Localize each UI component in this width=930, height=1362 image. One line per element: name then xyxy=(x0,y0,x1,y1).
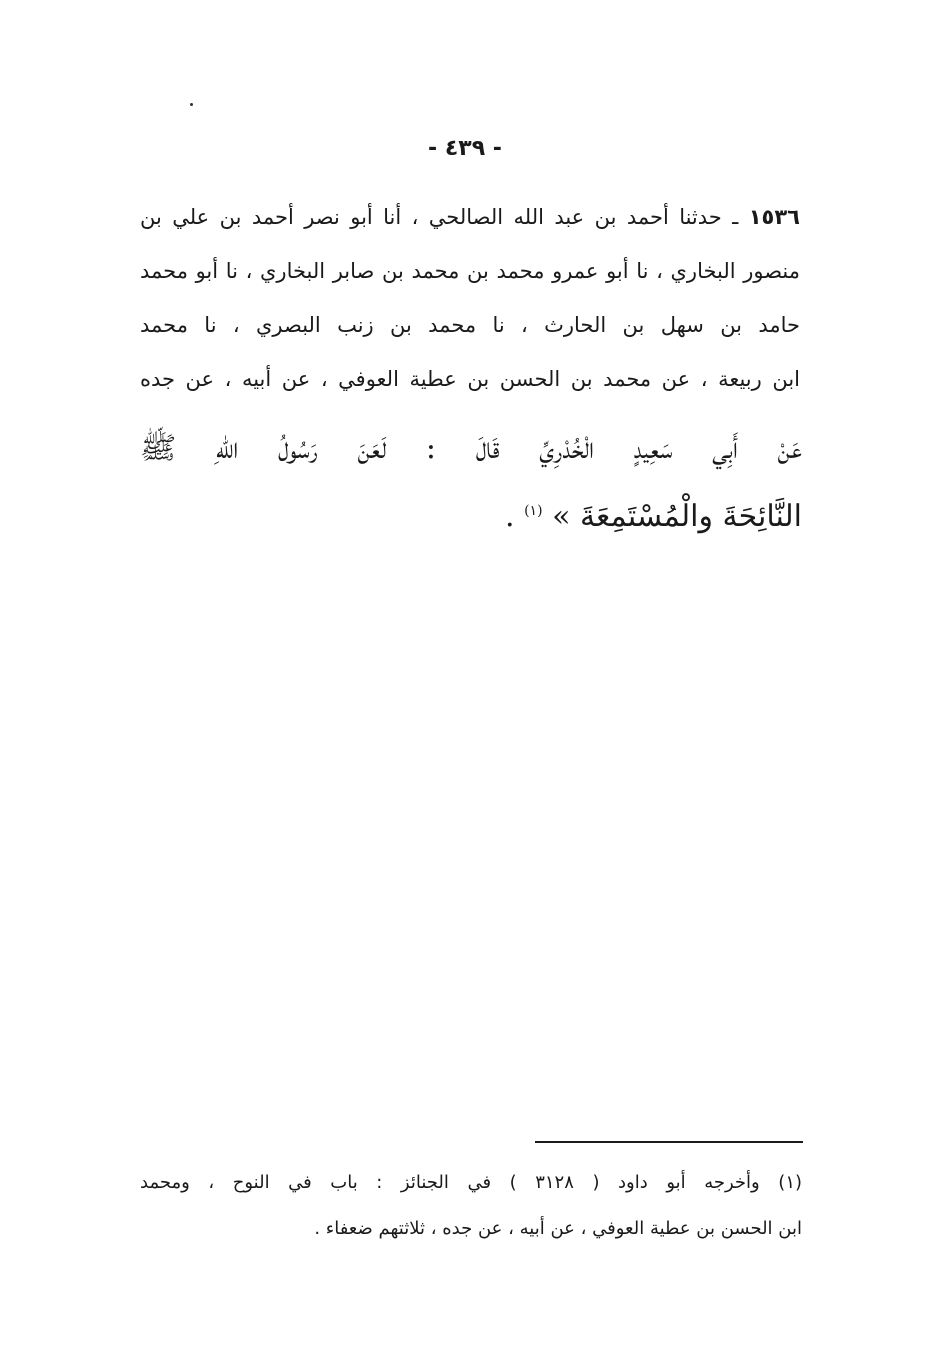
isnad-line-3: حامد بن سهل بن الحارث ، نا محمد بن زنب البصري ، نا محمد xyxy=(140,313,800,337)
matn-end-mark: . xyxy=(504,499,515,534)
footnote-separator xyxy=(535,1141,803,1143)
matn-line-2 xyxy=(140,480,802,542)
footnote xyxy=(140,1160,802,1252)
matn-line-1: عَنْ أَبِي سَعِيدٍ الْخُدْرِيِّ قَالَ : لَعَنَ رَسُولُ اللهِ ﷺ xyxy=(140,431,802,466)
isnad-line-1-text: ـ حدثنا أحمد بن عبد الله الصالحي ، أنا أبو نصر أحمد بن علي بن xyxy=(140,205,749,229)
footnote-reference: (١) xyxy=(524,503,543,519)
hadith-number: ١٥٣٦ xyxy=(748,205,800,229)
matn-line-2-text: النَّائِحَةَ والْمُسْتَمِعَةَ » xyxy=(552,499,802,534)
hadith-isnad xyxy=(140,190,800,406)
footnote-line-2: ابن الحسن بن عطية العوفي ، عن أبيه ، عن جده ، ثلاثتهم ضعفاء . xyxy=(314,1218,802,1239)
footnote-line-1: (١) وأخرجه أبو داود ( ٣١٢٨ ) في الجنائز : باب في النوح ، ومحمد xyxy=(140,1172,803,1193)
isnad-line-2: منصور البخاري ، نا أبو عمرو محمد بن محمد بن صابر البخاري ، نا أبو محمد xyxy=(140,259,800,283)
scan-speck xyxy=(190,103,193,106)
hadith-matn xyxy=(140,418,802,542)
page-number: - ٤٣٩ - xyxy=(428,136,502,161)
isnad-line-1 xyxy=(140,190,800,244)
isnad-line-4: ابن ربيعة ، عن محمد بن الحسن بن عطية العوفي ، عن أبيه ، عن جده xyxy=(140,367,800,391)
